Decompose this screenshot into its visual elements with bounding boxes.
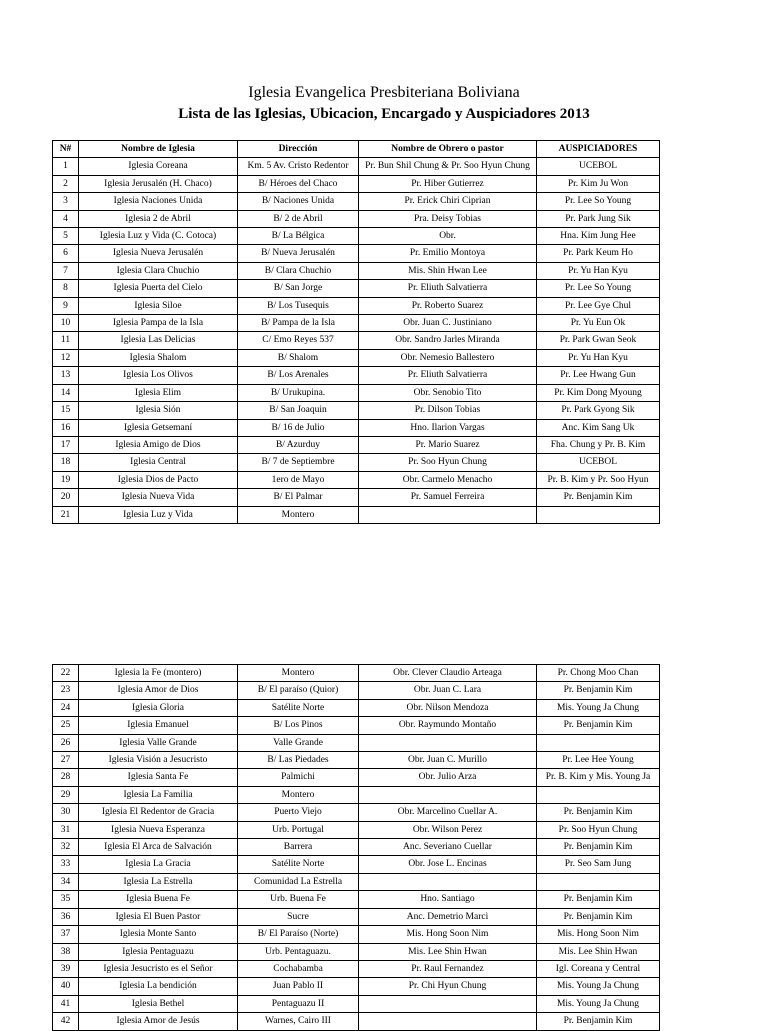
- cell-address: Juan Pablo II: [238, 978, 359, 995]
- cell-sponsor: Pr. Chong Moo Chan: [537, 665, 660, 682]
- cell-sponsor: Pr. B. Kim y Mis. Young Ja: [537, 769, 660, 786]
- cell-address: Satélite Norte: [238, 699, 359, 716]
- cell-church-name: Iglesia Gloria: [79, 699, 238, 716]
- table-row: [53, 873, 660, 890]
- cell-address: B/ La Bélgica: [238, 228, 359, 245]
- cell-church-name: Iglesia El Arca de Salvación: [79, 839, 238, 856]
- cell-pastor: Pr. Raul Fernandez: [359, 960, 537, 977]
- table-row: [53, 280, 660, 297]
- cell-address: Sucre: [238, 908, 359, 925]
- cell-church-name: Iglesia Elim: [79, 384, 238, 401]
- table-row: [53, 297, 660, 314]
- cell-number: 32: [53, 839, 79, 856]
- table-row: [53, 978, 660, 995]
- cell-sponsor: Pr. Benjamin Kim: [537, 682, 660, 699]
- table-row: [53, 210, 660, 227]
- cell-address: Montero: [238, 506, 359, 523]
- cell-number: 14: [53, 384, 79, 401]
- table-row: [53, 228, 660, 245]
- cell-pastor: Obr. Nemesio Ballestero: [359, 349, 537, 366]
- cell-pastor: Obr. Jose L. Encinas: [359, 856, 537, 873]
- cell-pastor: [359, 873, 537, 890]
- cell-address: Valle Grande: [238, 734, 359, 751]
- table-header-row: [53, 141, 660, 158]
- cell-pastor: Pra. Deisy Tobias: [359, 210, 537, 227]
- table-row: [53, 856, 660, 873]
- cell-pastor: Pr. Eliuth Salvatierra: [359, 280, 537, 297]
- cell-church-name: Iglesia Amigo de Dios: [79, 436, 238, 453]
- cell-sponsor: Pr. Kim Dong Myoung: [537, 384, 660, 401]
- cell-address: B/ Héroes del Chaco: [238, 175, 359, 192]
- cell-address: B/ El Palmar: [238, 489, 359, 506]
- cell-address: B/ San Jorge: [238, 280, 359, 297]
- cell-number: 33: [53, 856, 79, 873]
- cell-address: Barrera: [238, 839, 359, 856]
- cell-sponsor: Mis. Lee Shin Hwan: [537, 943, 660, 960]
- cell-number: 39: [53, 960, 79, 977]
- cell-sponsor: Pr. Benjamin Kim: [537, 489, 660, 506]
- cell-pastor: Pr. Erick Chiri Ciprian: [359, 193, 537, 210]
- cell-church-name: Iglesia Sión: [79, 402, 238, 419]
- table-row: [53, 699, 660, 716]
- cell-number: 1: [53, 158, 79, 175]
- cell-address: Puerto Viejo: [238, 804, 359, 821]
- cell-address: B/ Shalom: [238, 349, 359, 366]
- cell-sponsor: Anc. Kim Sang Uk: [537, 419, 660, 436]
- table-row: [53, 402, 660, 419]
- cell-number: 40: [53, 978, 79, 995]
- cell-sponsor: Pr. Park Gyong Sik: [537, 402, 660, 419]
- table-row: [53, 752, 660, 769]
- cell-church-name: Iglesia Siloe: [79, 297, 238, 314]
- table-row: [53, 839, 660, 856]
- cell-number: 13: [53, 367, 79, 384]
- cell-pastor: Mis. Shin Hwan Lee: [359, 262, 537, 279]
- cell-pastor: Pr. Hiber Gutierrez: [359, 175, 537, 192]
- header-address: Dirección: [238, 141, 359, 158]
- cell-address: B/ El Paraíso (Norte): [238, 926, 359, 943]
- cell-church-name: Iglesia Shalom: [79, 349, 238, 366]
- cell-sponsor: Pr. Lee So Young: [537, 280, 660, 297]
- cell-church-name: Iglesia Bethel: [79, 995, 238, 1012]
- cell-number: 29: [53, 786, 79, 803]
- cell-address: Palmichi: [238, 769, 359, 786]
- cell-sponsor: [537, 786, 660, 803]
- cell-address: B/ Naciones Unida: [238, 193, 359, 210]
- table-row: [53, 175, 660, 192]
- cell-church-name: Iglesia Naciones Unida: [79, 193, 238, 210]
- cell-church-name: Iglesia Valle Grande: [79, 734, 238, 751]
- cell-number: 11: [53, 332, 79, 349]
- cell-address: Montero: [238, 786, 359, 803]
- cell-pastor: [359, 786, 537, 803]
- cell-number: 37: [53, 926, 79, 943]
- cell-number: 6: [53, 245, 79, 262]
- cell-number: 15: [53, 402, 79, 419]
- cell-pastor: Obr. Juan C. Lara: [359, 682, 537, 699]
- table-row: [53, 1013, 660, 1030]
- cell-number: 2: [53, 175, 79, 192]
- cell-church-name: Iglesia Nueva Esperanza: [79, 821, 238, 838]
- table-row: [53, 995, 660, 1012]
- cell-pastor: [359, 506, 537, 523]
- table-row: [53, 193, 660, 210]
- cell-church-name: Iglesia Clara Chuchio: [79, 262, 238, 279]
- cell-church-name: Iglesia Jerusalén (H. Chaco): [79, 175, 238, 192]
- table-row: [53, 908, 660, 925]
- cell-sponsor: Pr. Seo Sam Jung: [537, 856, 660, 873]
- cell-address: B/ San Joaquin: [238, 402, 359, 419]
- cell-pastor: Obr. Nilson Mendoza: [359, 699, 537, 716]
- cell-number: 42: [53, 1013, 79, 1030]
- cell-pastor: Hno. Ilarion Vargas: [359, 419, 537, 436]
- table-row: [53, 158, 660, 175]
- cell-number: 17: [53, 436, 79, 453]
- cell-number: 9: [53, 297, 79, 314]
- cell-church-name: Iglesia Los Olivos: [79, 367, 238, 384]
- cell-number: 10: [53, 315, 79, 332]
- cell-number: 27: [53, 752, 79, 769]
- cell-pastor: Mis. Hong Soon Nim: [359, 926, 537, 943]
- cell-church-name: Iglesia El Buen Pastor: [79, 908, 238, 925]
- table-row: [53, 804, 660, 821]
- cell-address: Comunidad La Estrella: [238, 873, 359, 890]
- table-row: [53, 471, 660, 488]
- cell-sponsor: Pr. Yu Eun Ok: [537, 315, 660, 332]
- cell-sponsor: [537, 506, 660, 523]
- cell-address: B/ 7 de Septiembre: [238, 454, 359, 471]
- cell-sponsor: UCEBOL: [537, 454, 660, 471]
- cell-sponsor: Pr. Benjamin Kim: [537, 804, 660, 821]
- cell-number: 7: [53, 262, 79, 279]
- cell-pastor: Obr. Juan C. Murillo: [359, 752, 537, 769]
- cell-address: B/ Pampa de la Isla: [238, 315, 359, 332]
- table-row: [53, 367, 660, 384]
- cell-church-name: Iglesia La Gracia: [79, 856, 238, 873]
- cell-pastor: Pr. Dilson Tobias: [359, 402, 537, 419]
- cell-pastor: Obr. Carmelo Menacho: [359, 471, 537, 488]
- cell-number: 18: [53, 454, 79, 471]
- table-row: [53, 960, 660, 977]
- cell-church-name: Iglesia Nueva Jerusalén: [79, 245, 238, 262]
- cell-address: Urb. Pentaguazu.: [238, 943, 359, 960]
- cell-number: 28: [53, 769, 79, 786]
- cell-church-name: Iglesia Puerta del Cielo: [79, 280, 238, 297]
- header-pastor: Nombre de Obrero o pastor: [359, 141, 537, 158]
- cell-number: 35: [53, 891, 79, 908]
- cell-number: 4: [53, 210, 79, 227]
- table-row: [53, 436, 660, 453]
- table-row: [53, 454, 660, 471]
- cell-number: 38: [53, 943, 79, 960]
- cell-pastor: Obr. Marcelino Cuellar A.: [359, 804, 537, 821]
- cell-church-name: Iglesia Buena Fe: [79, 891, 238, 908]
- table-row: [53, 315, 660, 332]
- table-row: [53, 419, 660, 436]
- cell-church-name: Iglesia la Fe (montero): [79, 665, 238, 682]
- cell-sponsor: Pr. Yu Han Kyu: [537, 349, 660, 366]
- header-number: N#: [53, 141, 79, 158]
- cell-church-name: Iglesia Central: [79, 454, 238, 471]
- cell-sponsor: Pr. Lee Hee Young: [537, 752, 660, 769]
- cell-address: B/ Los Tusequis: [238, 297, 359, 314]
- cell-address: B/ Azurduy: [238, 436, 359, 453]
- table-row: [53, 769, 660, 786]
- cell-address: Cochabamba: [238, 960, 359, 977]
- cell-address: Pentaguazu II: [238, 995, 359, 1012]
- cell-address: 1ero de Mayo: [238, 471, 359, 488]
- cell-pastor: Pr. Emilio Montoya: [359, 245, 537, 262]
- cell-number: 25: [53, 717, 79, 734]
- cell-church-name: Iglesia Pentaguazu: [79, 943, 238, 960]
- cell-address: Urb. Buena Fe: [238, 891, 359, 908]
- table-row: [53, 489, 660, 506]
- cell-number: 24: [53, 699, 79, 716]
- cell-address: Montero: [238, 665, 359, 682]
- table-row: [53, 682, 660, 699]
- cell-number: 5: [53, 228, 79, 245]
- cell-pastor: [359, 1013, 537, 1030]
- table-row: [53, 349, 660, 366]
- cell-address: B/ Nueva Jerusalén: [238, 245, 359, 262]
- cell-church-name: Iglesia Emanuel: [79, 717, 238, 734]
- cell-address: Satélite Norte: [238, 856, 359, 873]
- cell-sponsor: Pr. Park Jung Sik: [537, 210, 660, 227]
- cell-church-name: Iglesia Dios de Pacto: [79, 471, 238, 488]
- cell-sponsor: Pr. Lee Hwang Gun: [537, 367, 660, 384]
- cell-sponsor: Mis. Young Ja Chung: [537, 978, 660, 995]
- cell-pastor: Obr. Sandro Jarles Miranda: [359, 332, 537, 349]
- church-table-part-2: [52, 664, 660, 1031]
- cell-address: B/ 16 de Julio: [238, 419, 359, 436]
- cell-church-name: Iglesia Coreana: [79, 158, 238, 175]
- cell-church-name: Iglesia Jesucristo es el Señor: [79, 960, 238, 977]
- cell-number: 22: [53, 665, 79, 682]
- cell-church-name: Iglesia Luz y Vida (C. Cotoca): [79, 228, 238, 245]
- cell-address: B/ 2 de Abril: [238, 210, 359, 227]
- cell-church-name: Iglesia Las Delicias: [79, 332, 238, 349]
- cell-sponsor: Pr. B. Kim y Pr. Soo Hyun: [537, 471, 660, 488]
- cell-address: B/ Las Piedades: [238, 752, 359, 769]
- cell-sponsor: [537, 873, 660, 890]
- cell-address: Warnes, Cairo III: [238, 1013, 359, 1030]
- cell-church-name: Iglesia El Redentor de Gracia: [79, 804, 238, 821]
- cell-number: 41: [53, 995, 79, 1012]
- table-row: [53, 717, 660, 734]
- cell-church-name: Iglesia La Familia: [79, 786, 238, 803]
- cell-pastor: Anc. Demetrio Marcì: [359, 908, 537, 925]
- cell-number: 36: [53, 908, 79, 925]
- cell-number: 30: [53, 804, 79, 821]
- cell-church-name: Iglesia Visión a Jesucristo: [79, 752, 238, 769]
- cell-pastor: Pr. Roberto Suarez: [359, 297, 537, 314]
- document-title: Iglesia Evangelica Presbiteriana Boliviana: [248, 84, 520, 101]
- cell-pastor: Pr. Bun Shil Chung & Pr. Soo Hyun Chung: [359, 158, 537, 175]
- table-row: [53, 262, 660, 279]
- header-sponsors: AUSPICIADORES: [537, 141, 660, 158]
- cell-pastor: Hno. Santiago: [359, 891, 537, 908]
- cell-address: C/ Emo Reyes 537: [238, 332, 359, 349]
- cell-church-name: Iglesia Luz y Vida: [79, 506, 238, 523]
- cell-address: B/ Urukupina.: [238, 384, 359, 401]
- cell-address: B/ Clara Chuchio: [238, 262, 359, 279]
- cell-church-name: Iglesia Pampa de la Isla: [79, 315, 238, 332]
- table-row: [53, 926, 660, 943]
- table-row: [53, 332, 660, 349]
- cell-pastor: Obr. Clever Claudio Arteaga: [359, 665, 537, 682]
- church-table-part-1: [52, 140, 660, 524]
- cell-sponsor: Pr. Park Gwan Seok: [537, 332, 660, 349]
- cell-number: 19: [53, 471, 79, 488]
- cell-number: 3: [53, 193, 79, 210]
- cell-number: 12: [53, 349, 79, 366]
- table-row: [53, 821, 660, 838]
- cell-number: 8: [53, 280, 79, 297]
- cell-pastor: Pr. Samuel Ferreira: [359, 489, 537, 506]
- cell-number: 34: [53, 873, 79, 890]
- cell-church-name: Iglesia Nueva Vida: [79, 489, 238, 506]
- cell-sponsor: Mis. Hong Soon Nim: [537, 926, 660, 943]
- cell-sponsor: Hna. Kim Jung Hee: [537, 228, 660, 245]
- cell-address: B/ El paraíso (Quior): [238, 682, 359, 699]
- cell-sponsor: Pr. Benjamin Kim: [537, 839, 660, 856]
- cell-sponsor: Pr. Benjamin Kim: [537, 717, 660, 734]
- cell-church-name: Iglesia 2 de Abril: [79, 210, 238, 227]
- cell-church-name: Iglesia Amor de Jesús: [79, 1013, 238, 1030]
- table-row: [53, 786, 660, 803]
- cell-number: 26: [53, 734, 79, 751]
- cell-sponsor: Pr. Benjamin Kim: [537, 891, 660, 908]
- table-row: [53, 943, 660, 960]
- cell-sponsor: Pr. Soo Hyun Chung: [537, 821, 660, 838]
- cell-address: B/ Los Pinos: [238, 717, 359, 734]
- cell-church-name: Iglesia Santa Fe: [79, 769, 238, 786]
- cell-sponsor: [537, 734, 660, 751]
- table-row: [53, 506, 660, 523]
- cell-pastor: [359, 734, 537, 751]
- cell-sponsor: Pr. Benjamin Kim: [537, 908, 660, 925]
- cell-number: 23: [53, 682, 79, 699]
- cell-sponsor: UCEBOL: [537, 158, 660, 175]
- cell-pastor: Anc. Severiano Cuellar: [359, 839, 537, 856]
- cell-pastor: Obr. Juan C. Justiniano: [359, 315, 537, 332]
- cell-sponsor: Pr. Kim Ju Won: [537, 175, 660, 192]
- cell-address: Urb. Portugal: [238, 821, 359, 838]
- cell-sponsor: Pr. Benjamin Kim: [537, 1013, 660, 1030]
- cell-church-name: Iglesia La Estrella: [79, 873, 238, 890]
- cell-pastor: Pr. Soo Hyun Chung: [359, 454, 537, 471]
- cell-address: B/ Los Arenales: [238, 367, 359, 384]
- cell-sponsor: Fha. Chung y Pr. B. Kim: [537, 436, 660, 453]
- table-row: [53, 665, 660, 682]
- cell-pastor: Obr. Senobio Tito: [359, 384, 537, 401]
- cell-sponsor: Mis. Young Ja Chung: [537, 995, 660, 1012]
- table-row: [53, 891, 660, 908]
- cell-church-name: Iglesia La bendición: [79, 978, 238, 995]
- cell-pastor: Pr. Mario Suarez: [359, 436, 537, 453]
- cell-sponsor: Igl. Coreana y Central: [537, 960, 660, 977]
- cell-number: 20: [53, 489, 79, 506]
- table-row: [53, 245, 660, 262]
- cell-pastor: Mis. Lee Shin Hwan: [359, 943, 537, 960]
- cell-number: 16: [53, 419, 79, 436]
- cell-number: 31: [53, 821, 79, 838]
- cell-pastor: Obr.: [359, 228, 537, 245]
- cell-sponsor: Pr. Lee Gye Chul: [537, 297, 660, 314]
- table-row: [53, 734, 660, 751]
- cell-pastor: Obr. Julio Arza: [359, 769, 537, 786]
- cell-pastor: Pr. Chi Hyun Chung: [359, 978, 537, 995]
- cell-number: 21: [53, 506, 79, 523]
- document-subtitle: Lista de las Iglesias, Ubicacion, Encargado y Auspiciadores 2013: [178, 106, 590, 122]
- header-church-name: Nombre de Iglesia: [79, 141, 238, 158]
- cell-church-name: Iglesia Monte Santo: [79, 926, 238, 943]
- cell-sponsor: Pr. Lee So Young: [537, 193, 660, 210]
- cell-pastor: [359, 995, 537, 1012]
- cell-pastor: Obr. Wilson Perez: [359, 821, 537, 838]
- cell-pastor: Pr. Eliuth Salvatierra: [359, 367, 537, 384]
- cell-church-name: Iglesia Amor de Dios: [79, 682, 238, 699]
- cell-sponsor: Pr. Park Keum Ho: [537, 245, 660, 262]
- cell-sponsor: Mis. Young Ja Chung: [537, 699, 660, 716]
- cell-sponsor: Pr. Yu Han Kyu: [537, 262, 660, 279]
- cell-pastor: Obr. Raymundo Montaño: [359, 717, 537, 734]
- table-row: [53, 384, 660, 401]
- cell-church-name: Iglesia Getsemaní: [79, 419, 238, 436]
- cell-address: Km. 5 Av. Cristo Redentor: [238, 158, 359, 175]
